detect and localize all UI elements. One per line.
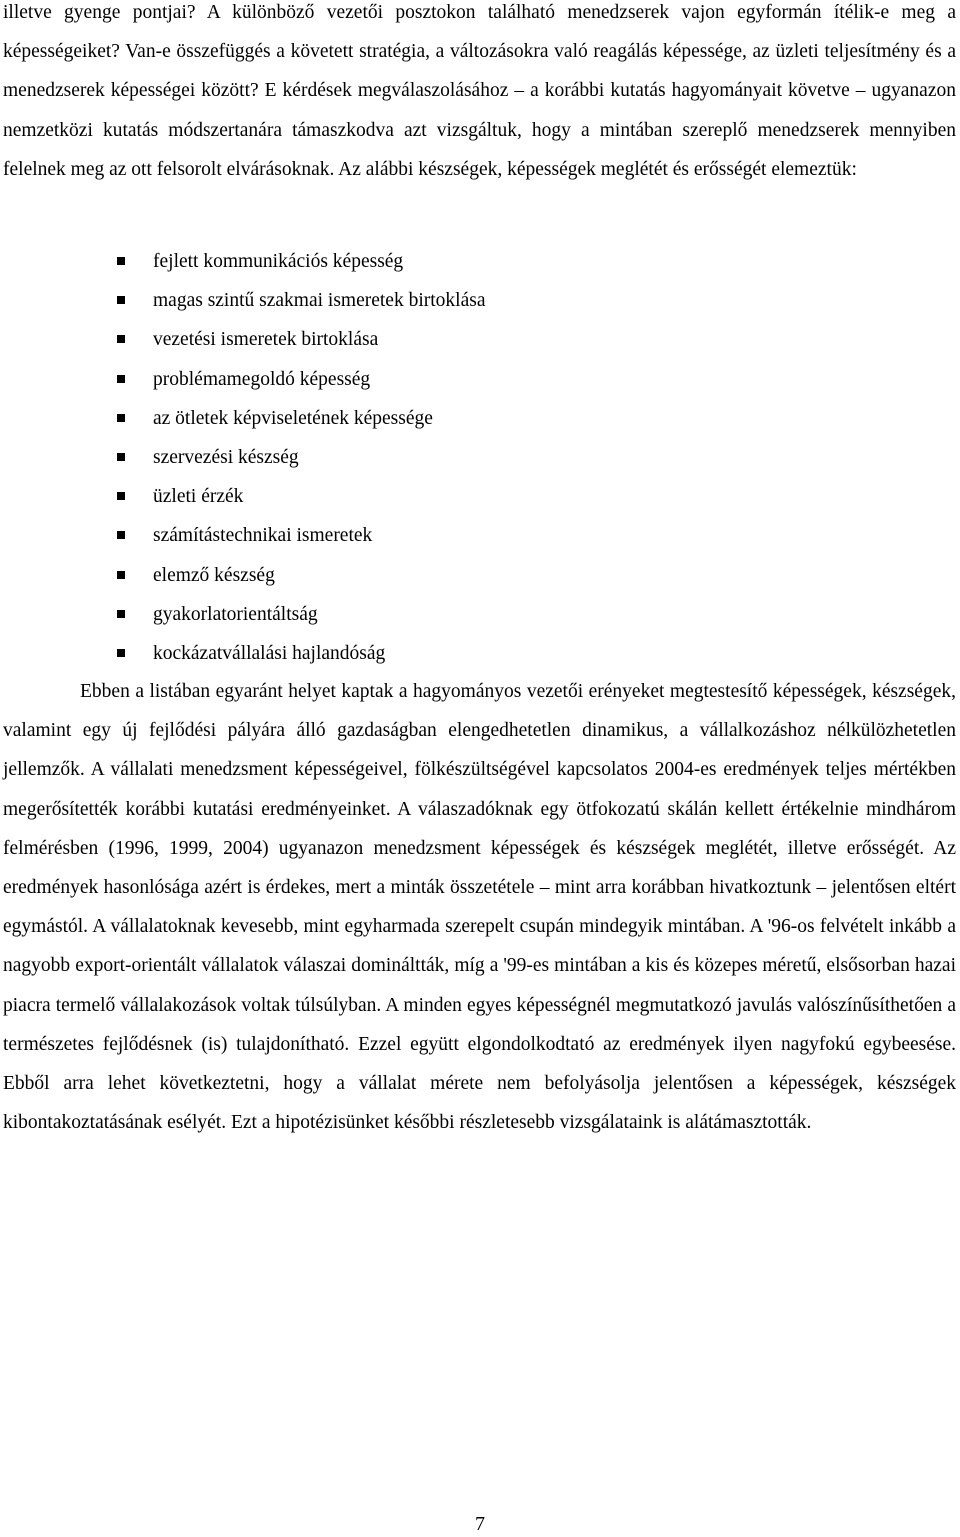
- square-bullet-icon: [117, 492, 125, 500]
- square-bullet-icon: [117, 257, 125, 265]
- list-item: [0, 360, 485, 399]
- list-item-label: számítástechnikai ismeretek: [153, 525, 373, 547]
- list-item-label: üzleti érzék: [153, 486, 244, 508]
- list-item: [0, 477, 485, 516]
- skills-bullet-list: [0, 242, 485, 673]
- list-item-label: kockázatvállalási hajlandóság: [153, 643, 386, 665]
- square-bullet-icon: [117, 414, 125, 422]
- list-item-label: fejlett kommunikációs képesség: [153, 251, 404, 272]
- square-bullet-icon: [117, 610, 125, 618]
- list-item: [0, 595, 485, 634]
- square-bullet-icon: [117, 335, 125, 343]
- list-item: [0, 320, 485, 359]
- list-item: [0, 399, 485, 438]
- square-bullet-icon: [117, 649, 125, 657]
- list-item-label: az ötletek képviseletének képessége: [153, 407, 433, 429]
- square-bullet-icon: [117, 531, 125, 539]
- list-item: [0, 556, 485, 595]
- square-bullet-icon: [117, 375, 125, 383]
- list-item-label: gyakorlatorientáltság: [153, 603, 318, 625]
- list-item-label: elemző készség: [153, 564, 275, 586]
- paragraph-results-text: Ebben a listában egyaránt helyet kaptak a hagyományos vezetői erényeket megtestesítő képességek, készségek, valamint egy új fejlődési pályára álló gazdaságban elengedhetetlen dinamikus, a vállalkozáshoz nélkülözhetetlen jellemzők. A vállalati menedzsment képességeivel, fölkészültségével kapcsolatos 2004-es eredmények teljes mértékben megerősítették korábbi kutatási eredményeinket. A válaszadóknak egy ötfokozatú skálán kellett értékelnie mindhárom felmérésben (1996, 1999, 2004) ugyanazon menedzsment képességek és készségek meglétét, illetve erősségét. Az eredmények hasonlósága azért is érdekes, mert a minták összetétele – mint arra korábban hivatkoztunk – jelentősen eltért egymástól. A vállalatoknak kevesebb, mint egyharmada szerepelt csupán mindegyik mintában. A '96-os felvételt inkább a nagyobb export-orientált vállalatok válaszai domináltták, míg a '99-es mintában a kis és közepes méretű, elsősorban hazai piacra termelő vállalakozások voltak túlsúlyban. A minden egyes képességnél megmutatkozó javulás valószínűsíthetően a természetes fejlődésnek (is) tulajdonítható. Ezzel együtt elgondolkodtató az eredmények ilyen nagyfokú egybeesése. Ebből arra lehet következtetni, hogy a vállalat mérete nem befolyásolja jelentősen a képességek, készségek kibontakoztatásának esélyét. Ezt a hipotézisünket későbbi részletesebb vizsgálataink is alátámasztották.: [3, 681, 956, 1134]
- list-item-label: vezetési ismeretek birtoklása: [153, 329, 379, 351]
- list-item-label: problémamegoldó képesség: [153, 368, 371, 390]
- square-bullet-icon: [117, 296, 125, 304]
- square-bullet-icon: [117, 571, 125, 579]
- list-item-label: magas szintű szakmai ismeretek birtoklása: [153, 290, 486, 312]
- square-bullet-icon: [117, 453, 125, 461]
- paragraph-intro: [3, 0, 956, 189]
- list-item: [0, 516, 485, 555]
- list-item-label: szervezési készség: [153, 447, 299, 469]
- paragraph-intro-text: illetve gyenge pontjai? A különböző vezetői posztokon található menedzserek vajon egyformán ítélik-e meg a képességeiket? Van-e összefüggés a követett stratégia, a változásokra való reagálás képessége, az üzleti teljesítmény és a menedzserek képességei között? E kérdések megválaszolásához – a korábbi kutatás hagyományait követve – ugyanazon nemzetközi kutatás módszertanára támaszkodva azt vizsgáltuk, hogy a mintában szereplő menedzserek mennyiben felelnek meg az ott felsorolt elvárásoknak. Az alábbi készségek, képességek meglétét és erősségét elemeztük:: [3, 2, 956, 180]
- list-item: [0, 634, 485, 673]
- list-item: [0, 438, 485, 477]
- list-item: [0, 281, 485, 320]
- page-number: 7: [475, 1513, 485, 1535]
- list-item: [0, 242, 485, 281]
- paragraph-results: [3, 672, 956, 1142]
